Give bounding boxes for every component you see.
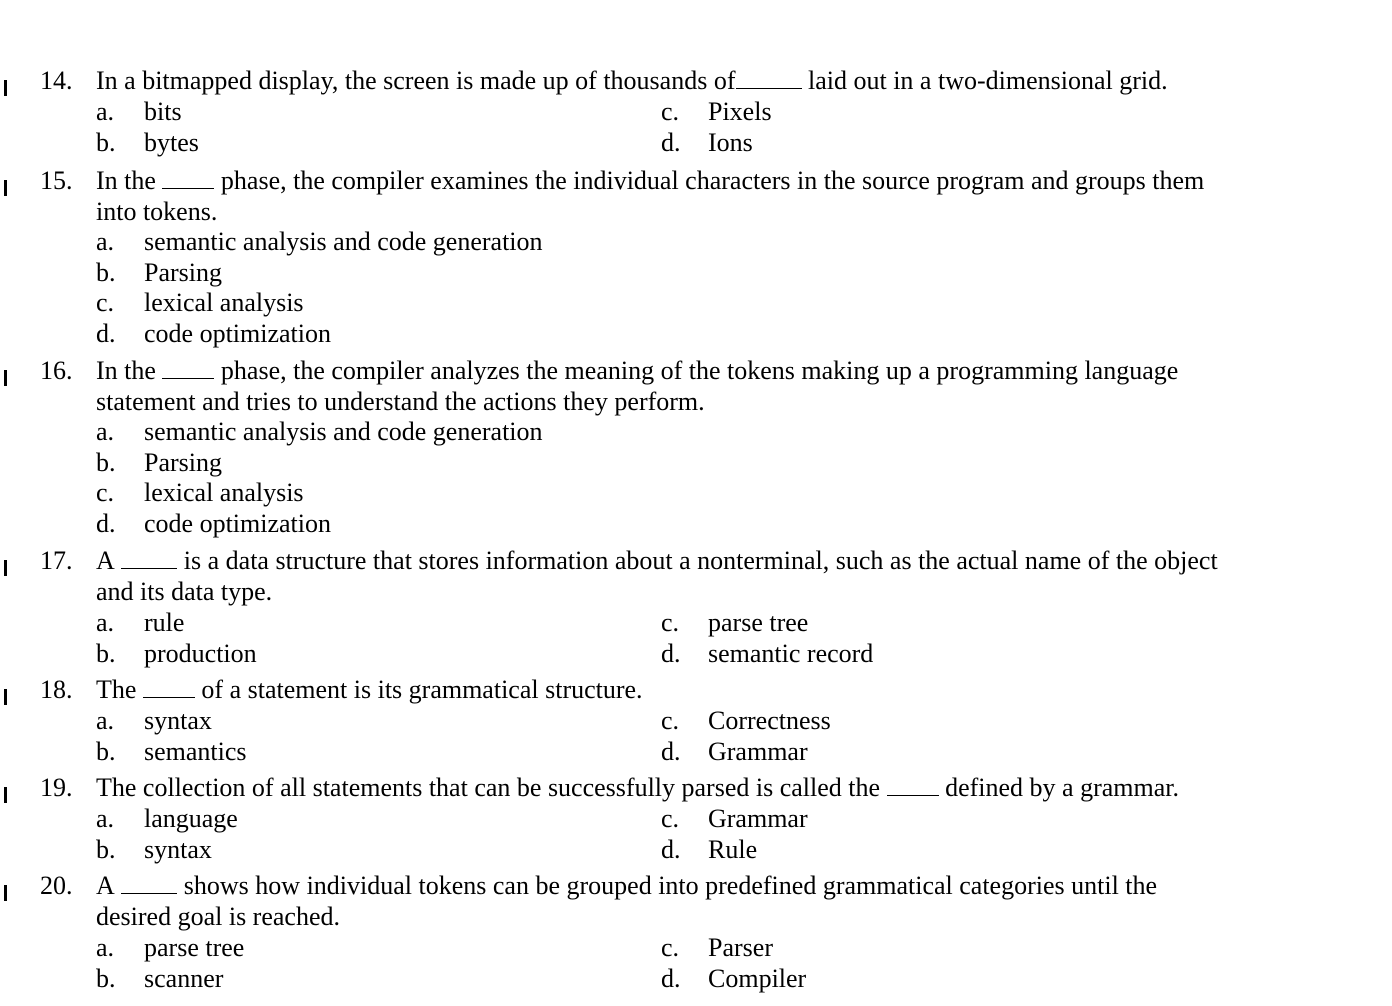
option-b-letter: b. [96, 258, 116, 287]
option-d-letter: d. [661, 737, 681, 766]
question-number: 16. [40, 356, 73, 385]
option-a-text: language [144, 804, 238, 833]
option-d-letter: d. [661, 964, 681, 993]
option-c-text: Grammar [708, 804, 808, 833]
margin-marker [4, 80, 7, 96]
option-b-letter: b. [96, 128, 116, 157]
question-text [96, 356, 1178, 387]
option-c-letter: c. [96, 288, 115, 317]
question-text-pre: A [96, 871, 115, 900]
option-b-letter: b. [96, 448, 116, 477]
option-a-letter: a. [96, 706, 115, 735]
option-b-text: Parsing [144, 448, 222, 477]
question-number: 14. [40, 66, 73, 95]
option-b-text: semantics [144, 737, 247, 766]
option-b-text: scanner [144, 964, 224, 993]
margin-marker [4, 370, 7, 386]
answer-blank [121, 871, 177, 894]
option-d-letter: d. [661, 639, 681, 668]
margin-marker [4, 689, 7, 705]
option-d-letter: d. [96, 319, 116, 348]
option-d-text: Ions [708, 128, 753, 157]
question-text-post: laid out in a two-dimensional grid. [808, 66, 1168, 95]
option-d-text: Grammar [708, 737, 808, 766]
option-a-text: rule [144, 608, 185, 637]
question-text-pre: In the [96, 356, 156, 385]
option-d-text: Compiler [708, 964, 807, 993]
question-text-post: defined by a grammar. [945, 773, 1179, 802]
question-text-post: is a data structure that stores information about a nonterminal, such as the actual name of the object [183, 546, 1218, 575]
option-b-letter: b. [96, 737, 116, 766]
option-c-letter: c. [661, 97, 680, 126]
question-text-pre: The [96, 675, 137, 704]
option-d-text: code optimization [144, 509, 332, 538]
option-b-letter: b. [96, 964, 116, 993]
option-a-text: semantic analysis and code generation [144, 417, 543, 446]
question-text-post: phase, the compiler examines the individual characters in the source program and groups them [220, 166, 1205, 195]
question-text [96, 773, 1179, 804]
option-c-text: parse tree [708, 608, 809, 637]
answer-blank [121, 546, 177, 569]
option-b-text: bytes [144, 128, 199, 157]
option-c-text: lexical analysis [144, 478, 304, 507]
option-c-text: lexical analysis [144, 288, 304, 317]
option-c-text: Pixels [708, 97, 772, 126]
question-number: 15. [40, 166, 73, 195]
margin-marker [4, 560, 7, 576]
question-text-pre: In a bitmapped display, the screen is made up of thousands of [96, 66, 736, 95]
option-c-letter: c. [661, 804, 680, 833]
question-text-line2: statement and tries to understand the actions they perform. [96, 387, 705, 416]
option-c-letter: c. [661, 933, 680, 962]
option-d-letter: d. [661, 128, 681, 157]
answer-blank [887, 773, 939, 796]
option-b-letter: b. [96, 835, 116, 864]
option-d-letter: d. [96, 509, 116, 538]
margin-marker [4, 180, 7, 196]
option-d-text: code optimization [144, 319, 332, 348]
option-b-text: production [144, 639, 257, 668]
option-c-text: Correctness [708, 706, 831, 735]
answer-blank [736, 66, 802, 89]
question-text-line2: into tokens. [96, 197, 218, 226]
option-a-letter: a. [96, 804, 115, 833]
answer-blank [162, 356, 214, 379]
option-c-letter: c. [96, 478, 115, 507]
option-d-text: semantic record [708, 639, 874, 668]
option-c-letter: c. [661, 608, 680, 637]
option-a-text: syntax [144, 706, 212, 735]
question-text-line2: and its data type. [96, 577, 273, 606]
option-b-text: Parsing [144, 258, 222, 287]
question-number: 19. [40, 773, 73, 802]
question-text-post: of a statement is its grammatical structure. [201, 675, 643, 704]
option-b-text: syntax [144, 835, 212, 864]
question-number: 17. [40, 546, 73, 575]
answer-blank [143, 675, 195, 698]
option-c-letter: c. [661, 706, 680, 735]
option-a-letter: a. [96, 608, 115, 637]
question-text-pre: In the [96, 166, 156, 195]
option-a-letter: a. [96, 227, 115, 256]
option-d-letter: d. [661, 835, 681, 864]
question-text [96, 675, 643, 706]
option-a-text: semantic analysis and code generation [144, 227, 543, 256]
option-a-letter: a. [96, 97, 115, 126]
option-a-text: parse tree [144, 933, 245, 962]
margin-marker [4, 787, 7, 803]
question-text-pre: A [96, 546, 115, 575]
question-text-pre: The collection of all statements that can be successfully parsed is called the [96, 773, 881, 802]
question-text-line2: desired goal is reached. [96, 902, 341, 931]
option-c-text: Parser [708, 933, 773, 962]
option-a-letter: a. [96, 933, 115, 962]
question-text-post: phase, the compiler analyzes the meaning of the tokens making up a programming language [220, 356, 1179, 385]
option-d-text: Rule [708, 835, 758, 864]
option-a-text: bits [144, 97, 182, 126]
question-text-post: shows how individual tokens can be grouped into predefined grammatical categories until the [183, 871, 1158, 900]
option-a-letter: a. [96, 417, 115, 446]
question-number: 18. [40, 675, 73, 704]
question-text [96, 546, 1218, 577]
question-number: 20. [40, 871, 73, 900]
question-text [96, 871, 1157, 902]
question-text [96, 66, 1168, 97]
margin-marker [4, 885, 7, 901]
answer-blank [162, 166, 214, 189]
option-b-letter: b. [96, 639, 116, 668]
question-text [96, 166, 1204, 197]
